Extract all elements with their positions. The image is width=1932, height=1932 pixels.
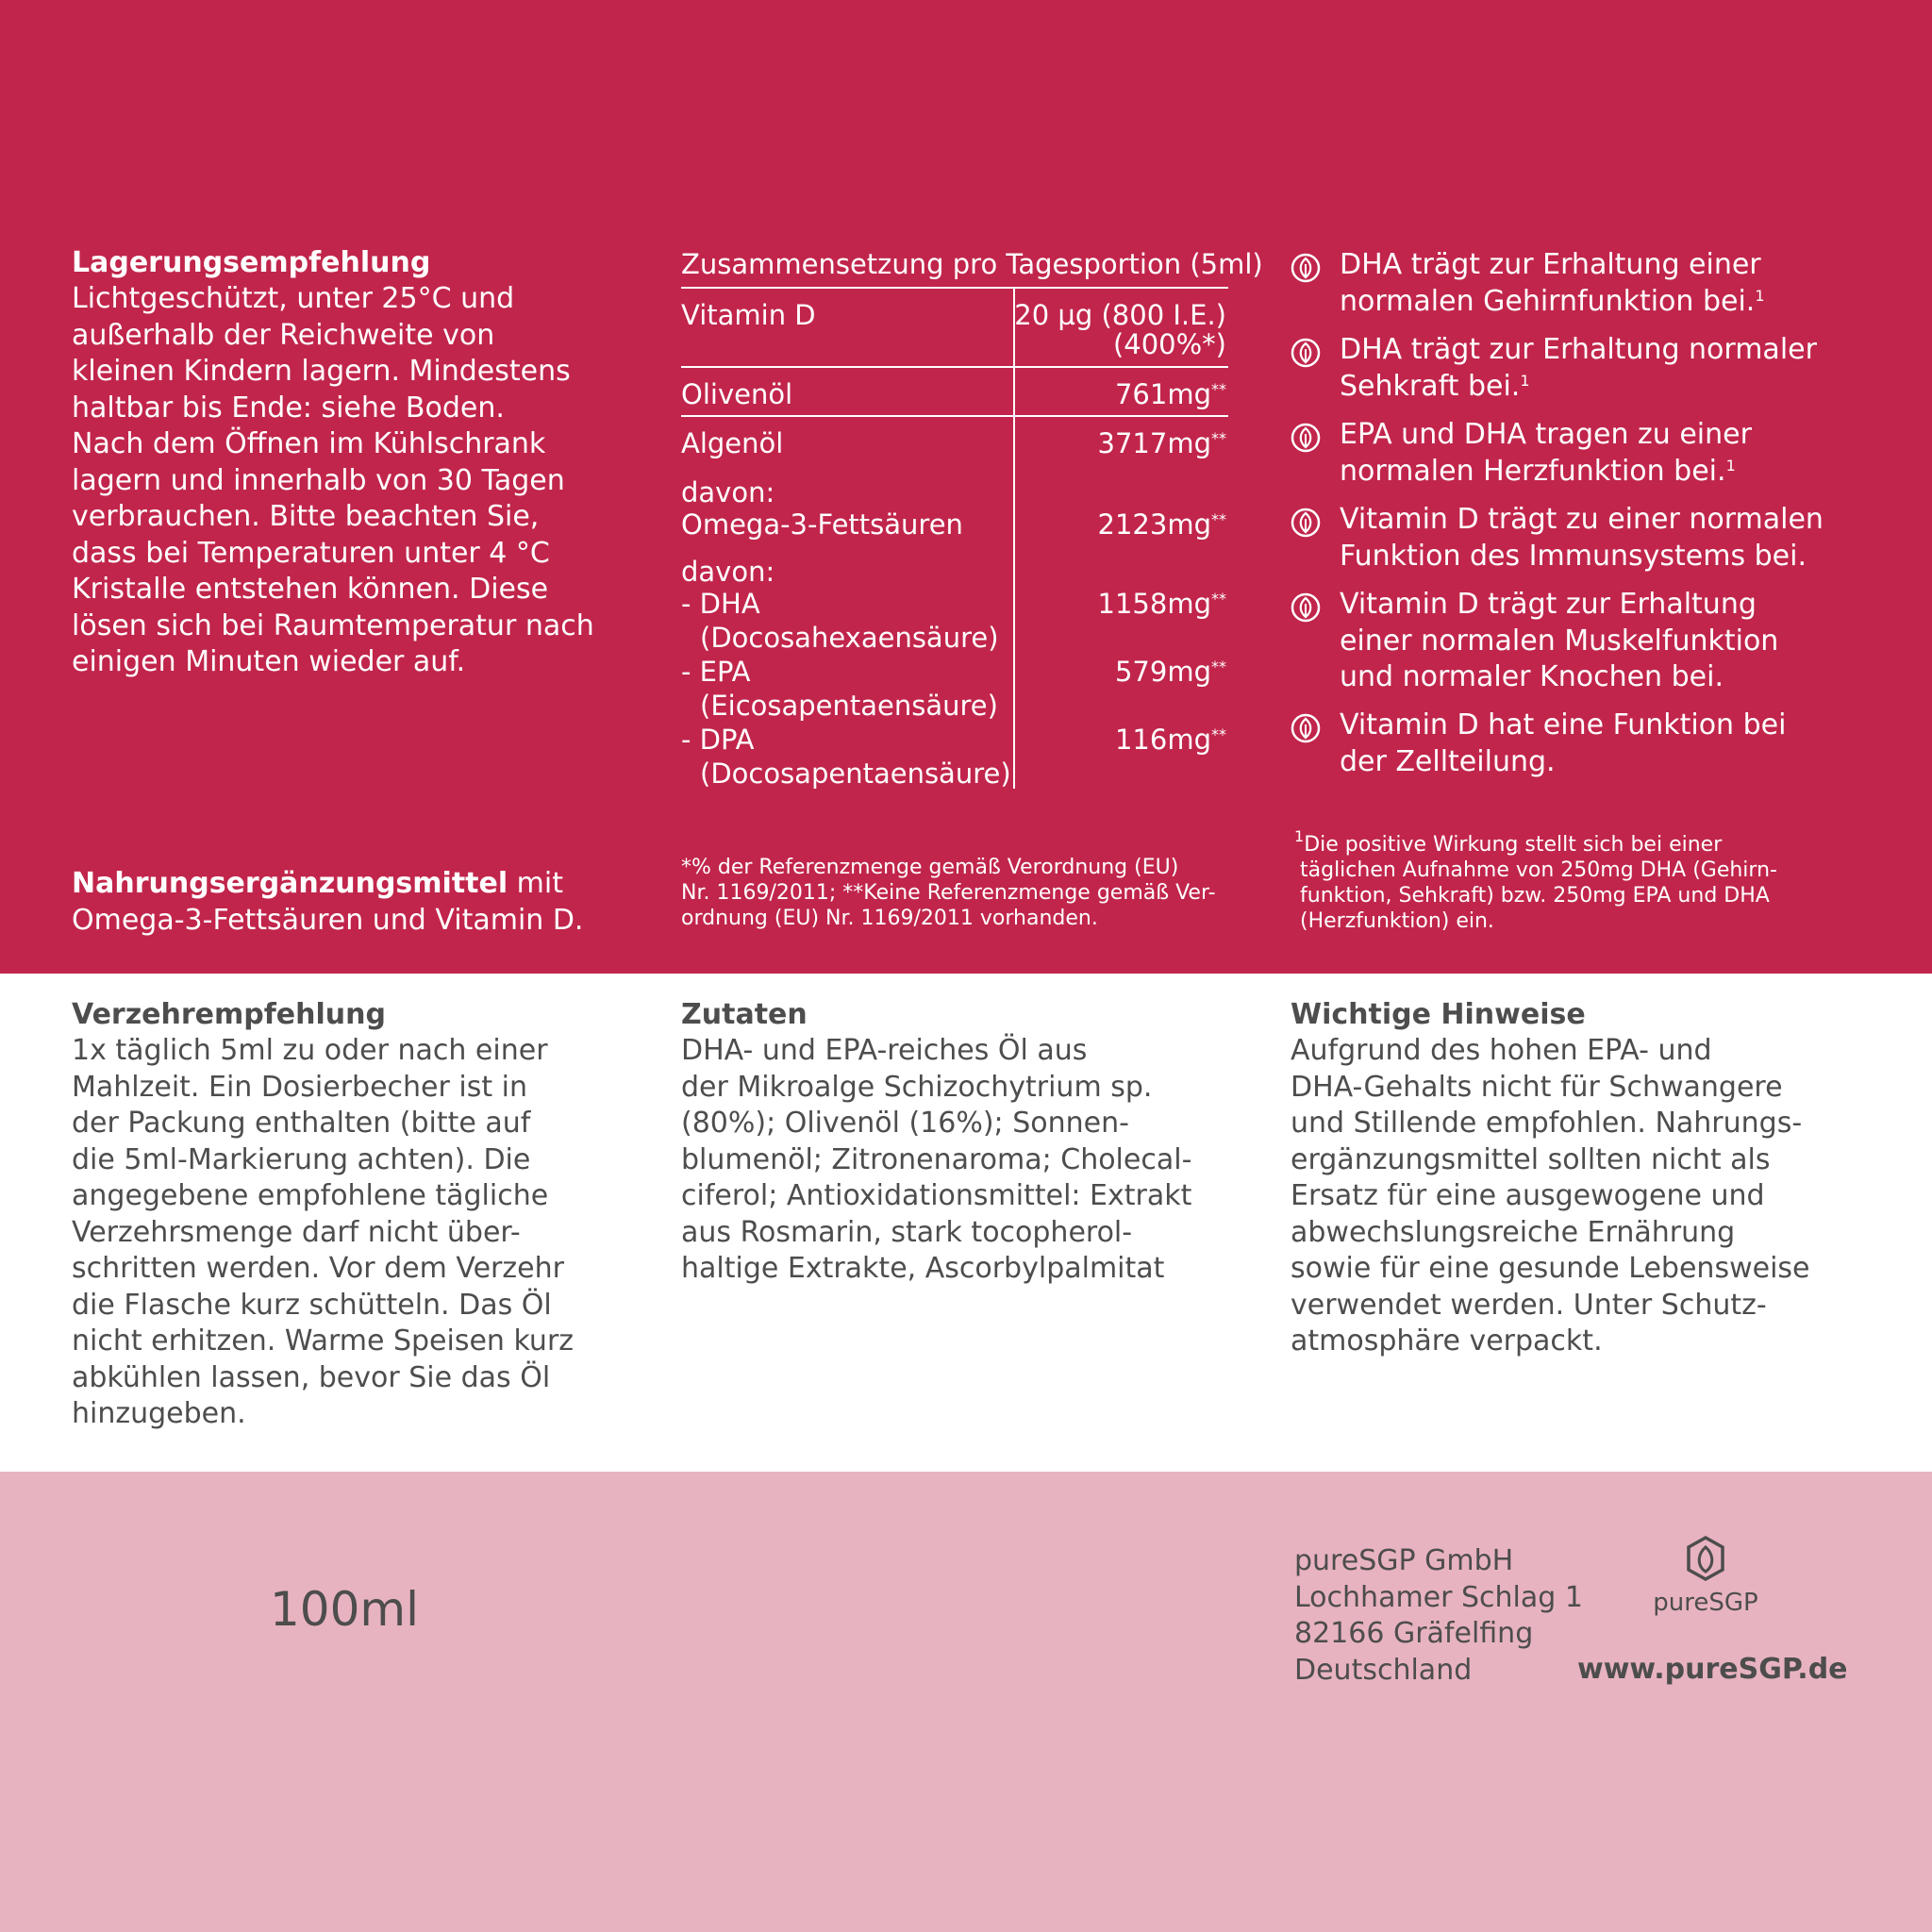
storage-line: einigen Minuten wieder auf. xyxy=(72,645,466,678)
claim-line: Vitamin D hat eine Funktion bei xyxy=(1340,708,1787,741)
claim-line: EPA und DHA tragen zu einer xyxy=(1340,418,1752,451)
olive-value xyxy=(1115,377,1226,411)
claim-sup: 1 xyxy=(1755,286,1765,305)
claim-text xyxy=(1340,332,1906,405)
leaf-icon xyxy=(1291,423,1321,453)
dpa-star: ** xyxy=(1211,725,1226,743)
footnote-line: ordnung (EU) Nr. 1169/2011 vorhanden. xyxy=(681,907,1098,930)
claims-footnote-line: täglichen Aufnahme von 250mg DHA (Gehirn- xyxy=(1300,858,1777,882)
storage-line: Kristalle entstehen können. Diese xyxy=(72,573,549,606)
dha-sub: (Docosahexaensäure) xyxy=(700,622,999,654)
consumption-line: abkühlen lassen, bevor Sie das Öl xyxy=(72,1360,551,1394)
consumption-line: die 5ml-Markierung achten). Die xyxy=(72,1142,531,1176)
warnings-line: Ersatz für eine ausgewogene und xyxy=(1291,1179,1765,1212)
dpa-value xyxy=(1115,723,1226,757)
leaf-icon xyxy=(1291,713,1321,743)
dpa-sub: (Docosapentaensäure) xyxy=(700,758,1011,790)
claim-line-text: normalen Herzfunktion bei. xyxy=(1340,454,1726,488)
storage-line: kleinen Kindern lagern. Mindestens xyxy=(72,355,571,388)
storage-line: dass bei Temperaturen unter 4 °C xyxy=(72,536,550,570)
leaf-icon xyxy=(1291,338,1321,368)
claim-line xyxy=(1340,284,1906,321)
epa-value xyxy=(1115,655,1226,689)
warnings-heading: Wichtige Hinweise xyxy=(1291,998,1586,1031)
storage-line: Lichtgeschützt, unter 25°C und xyxy=(72,282,515,315)
consumption-line: der Packung enthalten (bitte auf xyxy=(72,1107,531,1140)
product-type xyxy=(72,866,638,939)
product-type-line2: Omega-3-Fettsäuren und Vitamin D. xyxy=(72,903,584,937)
claims-footnote-sup: 1 xyxy=(1294,827,1305,845)
warnings-line: DHA-Gehalts nicht für Schwangere xyxy=(1291,1070,1783,1104)
claim-line: einer normalen Muskelfunktion xyxy=(1340,624,1779,658)
claims-footnote-text: Die positive Wirkung stellt sich bei einer xyxy=(1304,833,1723,857)
algae-label: Algenöl xyxy=(681,427,784,459)
olive-star: ** xyxy=(1211,380,1226,398)
consumption-line: Verzehrsmenge darf nicht über- xyxy=(72,1215,521,1249)
claim-text xyxy=(1340,708,1906,780)
consumption-line: 1x täglich 5ml zu oder nach einer xyxy=(72,1034,548,1067)
storage-heading: Lagerungsempfehlung xyxy=(72,246,431,279)
algae-star: ** xyxy=(1211,429,1226,447)
footnote-line: Nr. 1169/2011; **Keine Referenzmenge gemäß Ver- xyxy=(681,881,1216,905)
brand-logo xyxy=(1640,1534,1772,1617)
dpa-label: - DPA xyxy=(681,724,755,756)
claim-text xyxy=(1340,417,1906,490)
storage-line: Nach dem Öffnen im Kühlschrank xyxy=(72,427,546,460)
storage-line: außerhalb der Reichweite von xyxy=(72,318,495,352)
volume-label: 100ml xyxy=(270,1582,420,1637)
vitd-pct: (400%*) xyxy=(1112,328,1226,360)
consumption-line: schritten werden. Vor dem Verzehr xyxy=(72,1252,564,1285)
omega-value xyxy=(1098,508,1226,541)
claim-line-text: normalen Gehirnfunktion bei. xyxy=(1340,284,1756,318)
warnings-line: und Stillende empfohlen. Nahrungs- xyxy=(1291,1107,1803,1140)
nutrition-title: Zusammensetzung pro Tagesportion (5ml) xyxy=(681,248,1263,280)
epa-star: ** xyxy=(1211,658,1226,675)
claims-footnote xyxy=(1294,827,1898,934)
ingredients-line: (80%); Olivenöl (16%); Sonnen- xyxy=(681,1107,1129,1140)
claim-line: DHA trägt zur Erhaltung normaler xyxy=(1340,333,1817,366)
epa-sub: (Eicosapentaensäure) xyxy=(700,690,998,722)
consumption-section xyxy=(72,997,638,1433)
claim-line: Funktion des Immunsystems bei. xyxy=(1340,539,1807,573)
claim-line: Vitamin D trägt zu einer normalen xyxy=(1340,503,1824,536)
epa-label: - EPA xyxy=(681,656,751,688)
claim-sup: 1 xyxy=(1520,371,1530,390)
algae-value xyxy=(1098,426,1226,460)
consumption-line: angegebene empfohlene tägliche xyxy=(72,1179,549,1212)
storage-line: lagern und innerhalb von 30 Tagen xyxy=(72,463,565,497)
warnings-section xyxy=(1291,997,1894,1360)
consumption-line: hinzugeben. xyxy=(72,1397,246,1430)
product-type-rest: mit xyxy=(508,867,563,900)
ingredients-line: der Mikroalge Schizochytrium sp. xyxy=(681,1070,1153,1104)
address-line: Deutschland xyxy=(1294,1653,1473,1687)
claims-footnote-line: funktion, Sehkraft) bzw. 250mg EPA und DHA xyxy=(1300,884,1770,908)
product-type-bold: Nahrungsergänzungsmittel xyxy=(72,867,508,900)
storage-line: lösen sich bei Raumtemperatur nach xyxy=(72,608,594,642)
claims-footnote-line xyxy=(1294,827,1898,858)
vitd-value: 20 µg (800 I.E.) xyxy=(1014,299,1226,331)
footnote-line: *% der Referenzmenge gemäß Verordnung (EU) xyxy=(681,856,1179,879)
dha-value-text: 1158mg xyxy=(1097,588,1211,620)
claim-line: der Zellteilung. xyxy=(1340,744,1556,778)
brand-name: pureSGP xyxy=(1653,1589,1758,1617)
claim-line xyxy=(1340,369,1906,406)
nutrition-rule xyxy=(681,415,1228,417)
storage-line: haltbar bis Ende: siehe Boden. xyxy=(72,391,505,425)
warnings-line: ergänzungsmittel sollten nicht als xyxy=(1291,1142,1771,1176)
claim-text xyxy=(1340,502,1906,575)
ingredients-heading: Zutaten xyxy=(681,998,808,1031)
nutrition-footnote xyxy=(681,855,1247,931)
claim-text xyxy=(1340,587,1906,696)
claim-line: und normaler Knochen bei. xyxy=(1340,660,1724,693)
dha-value xyxy=(1098,587,1226,621)
storage-line: verbrauchen. Bitte beachten Sie, xyxy=(72,500,540,533)
vitd-label: Vitamin D xyxy=(681,299,816,331)
warnings-line: abwechslungsreiche Ernährung xyxy=(1291,1215,1736,1249)
warnings-line: atmosphäre verpackt. xyxy=(1291,1324,1603,1357)
storage-text xyxy=(72,281,628,681)
claim-text xyxy=(1340,247,1906,320)
consumption-heading: Verzehrempfehlung xyxy=(72,998,386,1031)
epa-value-text: 579mg xyxy=(1114,656,1211,688)
omega-label: Omega-3-Fettsäuren xyxy=(681,508,963,541)
ingredients-line: DHA- und EPA-reiches Öl aus xyxy=(681,1034,1088,1067)
website-link[interactable]: www.pureSGP.de xyxy=(1577,1653,1848,1686)
davon-label: davon: xyxy=(681,476,775,508)
dpa-value-text: 116mg xyxy=(1114,724,1211,756)
omega-star: ** xyxy=(1211,510,1226,528)
claim-line: DHA trägt zur Erhaltung einer xyxy=(1340,248,1761,281)
nutrition-top-rule xyxy=(681,287,1228,289)
warnings-line: Aufgrund des hohen EPA- und xyxy=(1291,1034,1712,1067)
address-line: pureSGP GmbH xyxy=(1294,1544,1514,1577)
davon-label: davon: xyxy=(681,556,775,588)
claim-line-text: Sehkraft bei. xyxy=(1340,369,1521,403)
leaf-icon xyxy=(1291,253,1321,283)
storage-section xyxy=(72,245,628,681)
ingredients-section xyxy=(681,997,1266,1288)
algae-value-text: 3717mg xyxy=(1097,427,1211,459)
claim-line xyxy=(1340,454,1906,491)
leaf-icon xyxy=(1291,508,1321,538)
olive-value-text: 761mg xyxy=(1114,378,1211,410)
address-line: Lochhamer Schlag 1 xyxy=(1294,1580,1583,1614)
nutrition-column-divider xyxy=(1013,287,1015,789)
warnings-line: verwendet werden. Unter Schutz- xyxy=(1291,1288,1767,1322)
leaf-icon xyxy=(1291,592,1321,623)
omega-value-text: 2123mg xyxy=(1097,508,1211,541)
olive-label: Olivenöl xyxy=(681,378,793,410)
ingredients-line: ciferol; Antioxidationsmittel: Extrakt xyxy=(681,1179,1192,1212)
ingredients-line: aus Rosmarin, stark tocopherol- xyxy=(681,1215,1133,1249)
consumption-line: nicht erhitzen. Warme Speisen kurz xyxy=(72,1324,575,1357)
consumption-line: Mahlzeit. Ein Dosierbecher ist in xyxy=(72,1070,527,1104)
claim-line: Vitamin D trägt zur Erhaltung xyxy=(1340,588,1757,621)
warnings-line: sowie für eine gesunde Lebensweise xyxy=(1291,1252,1810,1285)
dha-label: - DHA xyxy=(681,588,760,620)
address-line: 82166 Gräfelfing xyxy=(1294,1617,1534,1650)
nutrition-rule xyxy=(681,366,1228,368)
claims-footnote-line: (Herzfunktion) ein. xyxy=(1300,909,1494,933)
ingredients-line: haltige Extrakte, Ascorbylpalmitat xyxy=(681,1252,1165,1285)
dha-star: ** xyxy=(1211,590,1226,608)
claim-sup: 1 xyxy=(1725,456,1736,475)
consumption-line: die Flasche kurz schütteln. Das Öl xyxy=(72,1288,552,1322)
brand-leaf-icon xyxy=(1683,1534,1728,1583)
ingredients-line: blumenöl; Zitronenaroma; Cholecal- xyxy=(681,1142,1192,1176)
